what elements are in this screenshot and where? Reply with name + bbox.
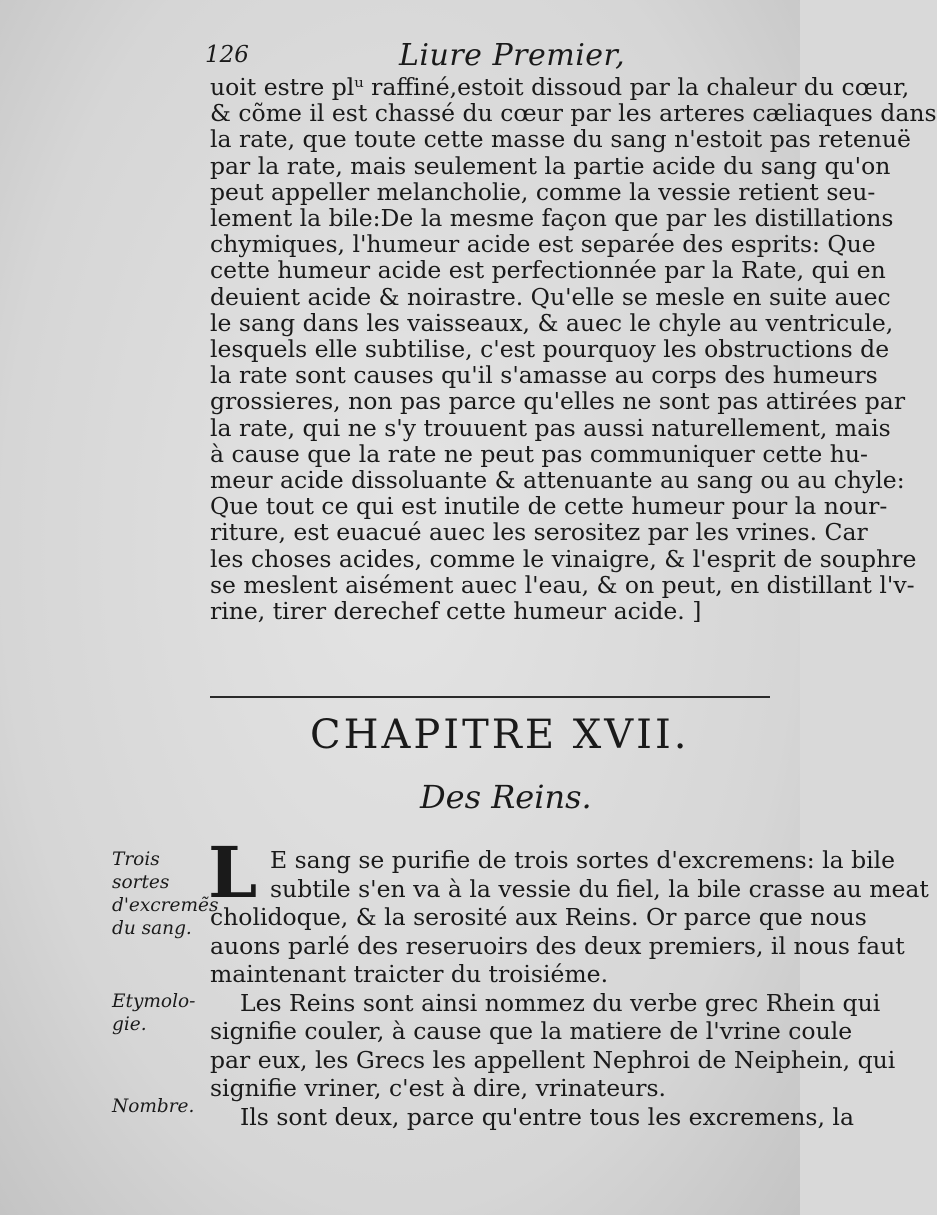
- text-line: auons parlé des reseruoirs des deux premiers, il nous faut: [210, 931, 905, 960]
- chapter-subtitle: Des Reins.: [420, 778, 592, 816]
- text-line: deuient acide & noirastre. Qu'elle se mesle en suite auec: [210, 282, 891, 311]
- text-line: chymiques, l'humeur acide est separée des esprits: Que: [210, 230, 876, 259]
- drop-capital: L: [208, 831, 258, 914]
- text-line: signifie couler, à cause que la matiere de l'vrine coule: [210, 1017, 853, 1045]
- page-number: 126: [205, 42, 249, 68]
- text-line: grossieres, non pas parce qu'elles ne sont pas attirées par: [210, 387, 906, 416]
- text-line: peut appeller melancholie, comme la vessie retient seu-: [210, 177, 876, 206]
- margin-note-line: gie.: [112, 1014, 147, 1035]
- chapter-title: CHAPITRE XVII.: [310, 712, 690, 758]
- margin-note-nombre: [112, 1095, 207, 1118]
- text-line: riture, est euacué auec les serositez par les vrines. Car: [210, 518, 868, 547]
- text-line: Les Reins sont ainsi nommez du verbe grec Rhein qui: [240, 988, 881, 1017]
- text-line: la rate sont causes qu'il s'amasse au corps des humeurs: [210, 361, 878, 390]
- text-line: se meslent aisément auec l'eau, & on peut, en distillant l'v-: [210, 570, 915, 599]
- margin-note-line: d'excremẽs: [112, 895, 219, 916]
- text-line: meur acide dissoluante & attenuante au sang ou au chyle:: [210, 466, 905, 495]
- running-title: Liure Premier,: [399, 38, 626, 73]
- margin-note-line: Nombre.: [112, 1096, 195, 1117]
- text-line: subtile s'en va à la vessie du fiel, la bile crasse au meat: [270, 874, 929, 903]
- text-line: maintenant traicter du troisiéme.: [210, 960, 609, 988]
- text-block-chapter: [208, 831, 929, 1131]
- text-line: la rate, que toute cette masse du sang n'estoit pas retenuë: [210, 125, 911, 154]
- margin-note-line: du sang.: [112, 918, 192, 939]
- text-line: rine, tirer derechef cette humeur acide. ]: [210, 597, 702, 626]
- text-line: par eux, les Grecs les appellent Nephroi de Neiphein, qui: [210, 1045, 896, 1074]
- text-block-continued: [210, 73, 937, 626]
- margin-note-line: Trois sortes: [112, 849, 170, 893]
- text-line: uoit estre plᵘ raffiné,estoit dissoud par la chaleur du cœur,: [210, 73, 910, 101]
- text-line: Que tout ce qui est inutile de cette humeur pour la nour-: [210, 492, 888, 521]
- margin-note-etymologie: [112, 990, 207, 1036]
- running-head: [205, 36, 765, 76]
- text-line: les choses acides, comme le vinaigre, & l'esprit de souphre: [210, 544, 917, 573]
- margin-note-line: Etymolo-: [112, 991, 196, 1012]
- text-line: signifie vriner, c'est à dire, vrinateurs.: [210, 1074, 667, 1102]
- text-line: la rate, qui ne s'y trouuent pas aussi naturellement, mais: [210, 413, 891, 442]
- text-line: à cause que la rate ne peut pas communiquer cette hu-: [210, 439, 868, 468]
- text-line: & cõme il est chassé du cœur par les arteres cæliaques dans: [210, 99, 937, 128]
- text-line: E sang se purifie de trois sortes d'excremens: la bile: [270, 846, 896, 874]
- text-line: le sang dans les vaisseaux, & auec le chyle au ventricule,: [210, 308, 894, 337]
- text-line: par la rate, mais seulement la partie acide du sang qu'on: [210, 151, 891, 180]
- text-line: lement la bile:De la mesme façon que par les distillations: [210, 204, 894, 233]
- margin-note-trois-sortes: [112, 848, 219, 940]
- text-line: lesquels elle subtilise, c'est pourquoy les obstructions de: [210, 335, 890, 364]
- text-line: cette humeur acide est perfectionnée par la Rate, qui en: [210, 256, 886, 285]
- text-line: Ils sont deux, parce qu'entre tous les excremens, la: [240, 1102, 854, 1131]
- section-rule: [210, 696, 770, 698]
- text-line: cholidoque, & la serosité aux Reins. Or parce que nous: [210, 903, 867, 931]
